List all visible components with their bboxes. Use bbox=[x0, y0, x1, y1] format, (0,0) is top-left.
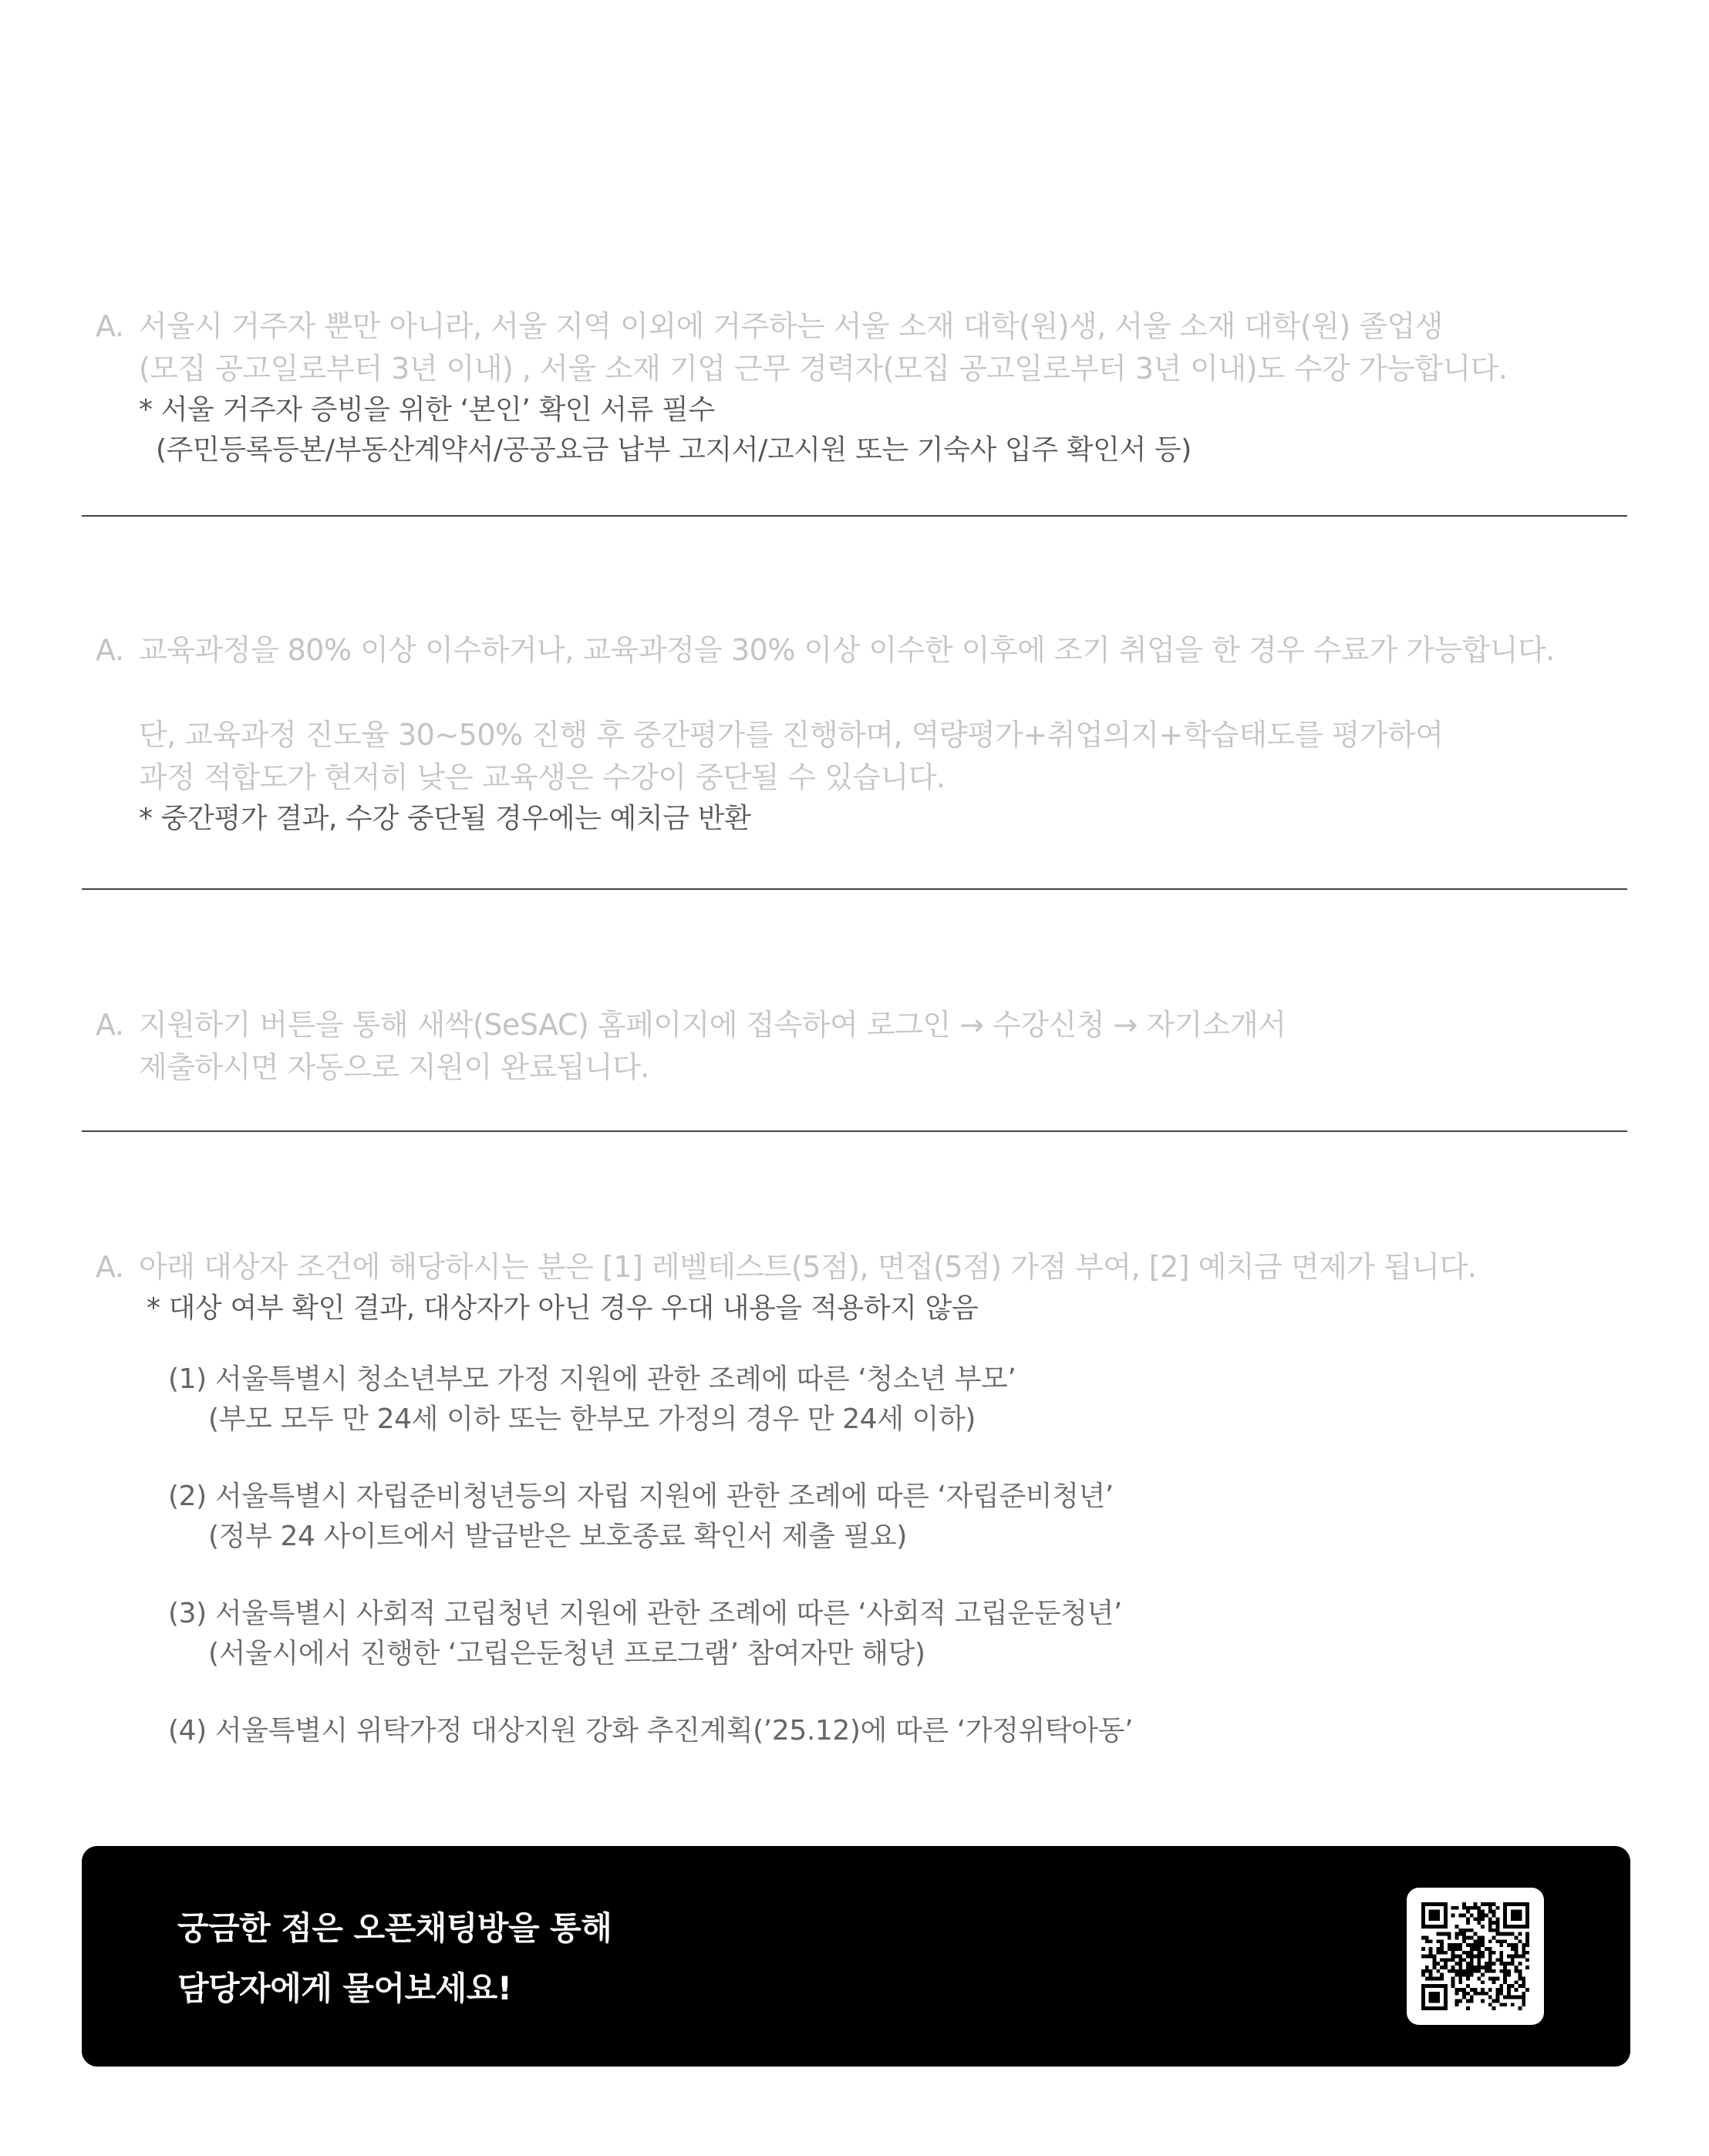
target-detail: (정부 24 사이트에서 발급받은 보호종료 확인서 제출 필요) bbox=[208, 1521, 907, 1552]
banner-line: 궁금한 점은 오픈채팅방을 통해 bbox=[177, 1909, 612, 1947]
answer-line: 제출하시면 자동으로 지원이 완료됩니다. bbox=[139, 1050, 649, 1084]
list-item bbox=[168, 1477, 1627, 1557]
qr-code-graphic bbox=[1421, 1902, 1529, 2010]
divider bbox=[82, 1130, 1627, 1132]
answer-marker: A. bbox=[96, 633, 124, 667]
answer-block bbox=[82, 305, 1627, 390]
target-title: (2) 서울특별시 자립준비청년등의 자립 지원에 관한 조례에 따른 ‘자립준비청년’ bbox=[168, 1481, 1114, 1512]
target-list bbox=[82, 1359, 1627, 1751]
faq-item-residency bbox=[82, 305, 1627, 470]
answer-block bbox=[82, 629, 1627, 799]
answer-marker: A. bbox=[96, 1008, 124, 1042]
qr-code-icon[interactable] bbox=[1407, 1888, 1544, 2025]
answer-line: 과정 적합도가 현저히 낮은 교육생은 수강이 중단될 수 있습니다. bbox=[139, 760, 946, 794]
divider bbox=[82, 888, 1627, 890]
target-detail: (부모 모두 만 24세 이하 또는 한부모 가정의 경우 만 24세 이하) bbox=[208, 1403, 976, 1435]
list-item bbox=[168, 1594, 1627, 1674]
note-text: * 대상 여부 확인 결과, 대상자가 아닌 경우 우대 내용을 적용하지 않음 bbox=[147, 1292, 979, 1324]
faq-item-application bbox=[82, 1004, 1627, 1089]
answer-line: 지원하기 버튼을 통해 새싹(SeSAC) 홈페이지에 접속하여 로그인 → 수강신청 → 자기소개서 bbox=[139, 1008, 1286, 1042]
answer-line: 단, 교육과정 진도율 30~50% 진행 후 중간평가를 진행하며, 역량평가+취업의지+학습태도를 평가하여 bbox=[139, 718, 1444, 752]
target-title: (3) 서울특별시 사회적 고립청년 지원에 관한 조례에 따른 ‘사회적 고립운둔청년’ bbox=[168, 1598, 1122, 1629]
answer-marker: A. bbox=[96, 1250, 124, 1284]
note-text: (주민등록등본/부동산계약서/공공요금 납부 고지서/고시원 또는 기숙사 입주 확인서 등) bbox=[156, 434, 1192, 466]
contact-banner bbox=[82, 1846, 1630, 2067]
faq-item-completion bbox=[82, 629, 1627, 839]
banner-text bbox=[177, 1898, 612, 2019]
answer-line: 교육과정을 80% 이상 이수하거나, 교육과정을 30% 이상 이수한 이후에 조기 취업을 한 경우 수료가 가능합니다. bbox=[139, 633, 1555, 667]
faq-item-preference bbox=[82, 1246, 1627, 1788]
answer-line: 서울시 거주자 뿐만 아니라, 서울 지역 이외에 거주하는 서울 소재 대학(원)생, 서울 소재 대학(원) 졸업생 bbox=[139, 309, 1443, 343]
banner-line: 담당자에게 물어보세요! bbox=[177, 1969, 512, 2007]
note-text: * 서울 거주자 증빙을 위한 ‘본인’ 확인 서류 필수 bbox=[139, 394, 715, 426]
divider bbox=[82, 515, 1627, 517]
note-text: * 중간평가 결과, 수강 중단될 경우에는 예치금 반환 bbox=[139, 803, 751, 834]
answer-block bbox=[82, 1246, 1627, 1289]
answer-line: 아래 대상자 조건에 해당하시는 분은 [1] 레벨테스트(5점), 면접(5점) 가점 부여, [2] 예치금 면제가 됩니다. bbox=[139, 1250, 1477, 1284]
target-detail: (서울시에서 진행한 ‘고립은둔청년 프로그램’ 참여자만 해당) bbox=[208, 1638, 925, 1669]
answer-block bbox=[82, 1004, 1627, 1089]
list-item bbox=[168, 1711, 1627, 1751]
answer-marker: A. bbox=[96, 309, 124, 343]
list-item bbox=[168, 1359, 1627, 1440]
target-title: (4) 서울특별시 위탁가정 대상지원 강화 추진계획(’25.12)에 따른 ‘가정위탁아동’ bbox=[168, 1715, 1134, 1747]
target-title: (1) 서울특별시 청소년부모 가정 지원에 관한 조례에 따른 ‘청소년 부모’ bbox=[168, 1363, 1016, 1395]
answer-gap bbox=[139, 672, 1627, 714]
answer-line: (모집 공고일로부터 3년 이내) , 서울 소재 기업 근무 경력자(모집 공고일로부터 3년 이내)도 수강 가능합니다. bbox=[139, 352, 1508, 386]
